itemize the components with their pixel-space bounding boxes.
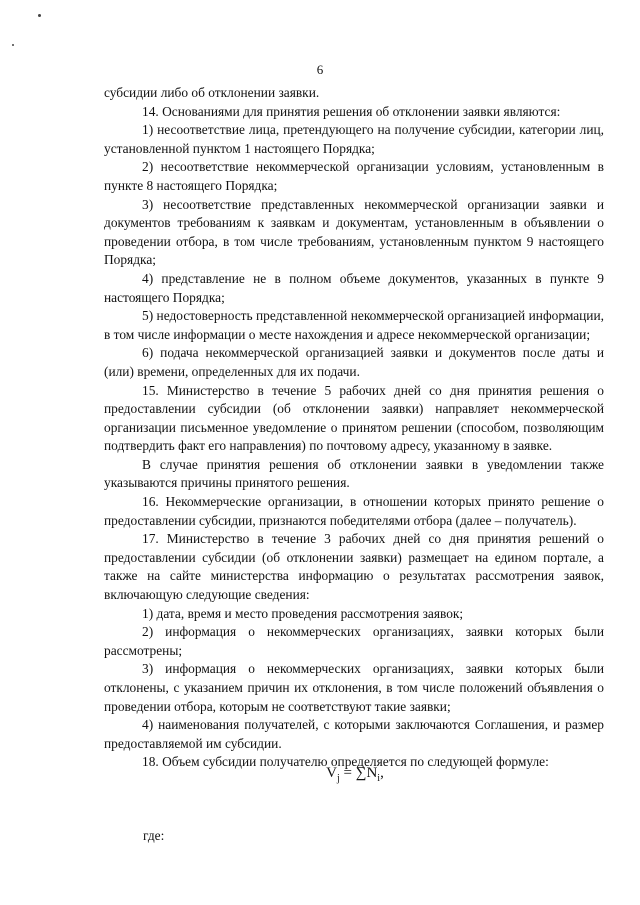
paragraph: 18. Объем субсидии получателю определяется по следующей формуле: — [142, 754, 549, 770]
paragraph: 3) несоответствие представленных некоммерческой организации заявки и документов требованиям к заявкам и документам, установленным в объявлении о проведении отбора, в том числе требованиям, установленным пунктом 9 настоящего Порядка; — [104, 196, 604, 268]
formula-lhs: V — [326, 765, 338, 781]
formula-rhs: = ∑N — [339, 765, 378, 781]
paragraph: 5) недостоверность представленной некоммерческой организацией информации, в том числе информации о месте нахождения и адресе некоммерческой организации; — [104, 308, 604, 342]
paragraph: 4) представление не в полном объеме документов, указанных в пункте 9 настоящего Порядка; — [104, 270, 604, 305]
paragraph: 1) несоответствие лица, претендующего на получение субсидии, категории лиц, установленной пунктом 1 настоящего Порядка; — [104, 122, 604, 156]
paragraph: 6) подача некоммерческой организацией заявки и документов после даты и (или) времени, определенных для их подачи. — [104, 345, 604, 379]
paragraph: 1) дата, время и место проведения рассмотрения заявок; — [142, 605, 464, 621]
formula-lhs-subscript: j — [337, 773, 340, 784]
where-label: где: — [143, 828, 165, 843]
paragraph: 2) информация о некоммерческих организациях, заявки которых были рассмотрены; — [104, 624, 604, 658]
paragraph: 16. Некоммерческие организации, в отношении которых принято решение о предоставлении субсидии, признаются победителями отбора (далее – получатель). — [104, 494, 604, 528]
paragraph: субсидии либо об отклонении заявки. — [104, 85, 320, 100]
paragraph: В случае принятия решения об отклонении заявки в уведомлении также указываются причины принятого решения. — [104, 456, 604, 491]
scan-speck — [12, 44, 14, 46]
paragraph: 15. Министерство в течение 5 рабочих дней со дня принятия решения о предоставлении субсидии (об отклонении заявки) направляет некоммерческой организации письменное уведомление о принятом решении (способом, позволяющим подтвердить факт его направления) по почтовому адресу, указанному в заявке. — [104, 382, 604, 454]
page-number: 6 — [316, 62, 324, 77]
subsidy-formula — [0, 765, 640, 784]
paragraph: 4) наименования получателей, с которыми заключаются Соглашения, и размер предоставляемой им субсидии. — [104, 717, 604, 751]
paragraph: 17. Министерство в течение 3 рабочих дней со дня принятия решений о предоставлении субсидии (об отклонении заявки) размещает на едином портале, а также на сайте министерства информацию о результатах рассмотрения заявок, включающую следующие сведения: — [104, 531, 604, 603]
paragraph: 14. Основаниями для принятия решения об отклонении заявки являются: — [142, 103, 561, 119]
formula-rhs-subscript: i — [377, 773, 381, 784]
paragraph: 2) несоответствие некоммерческой организации условиям, установленным в пункте 8 настоящего Порядка; — [104, 159, 604, 193]
formula-tail: , — [380, 765, 384, 781]
paragraph: 3) информация о некоммерческих организациях, заявки которых были отклонены, с указанием причин их отклонения, в том числе положений объявления о проведении отбора, которым не соответствуют такие заявки; — [104, 661, 604, 714]
body-text — [104, 84, 604, 772]
scan-speck — [38, 14, 41, 17]
